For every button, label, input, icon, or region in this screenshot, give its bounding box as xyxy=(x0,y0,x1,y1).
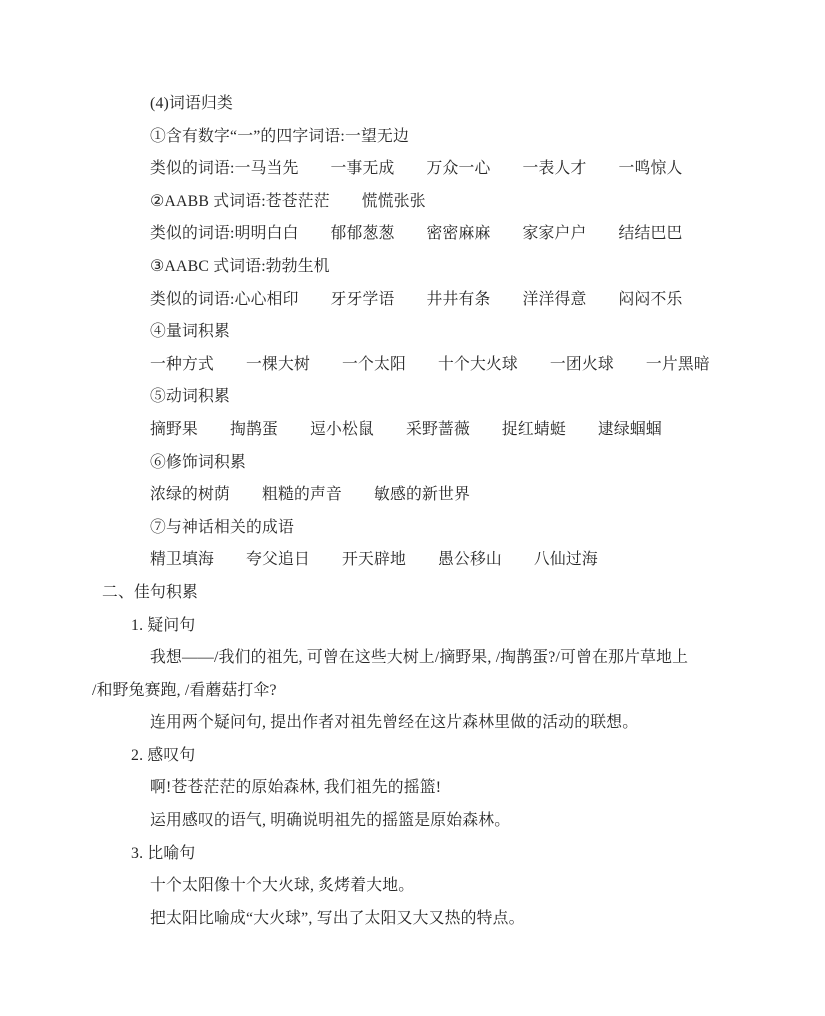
section-heading-good-sentences: 二、佳句积累 xyxy=(102,583,198,601)
doc-line-number-one-idioms: ①含有数字“一”的四字词语:一望无边 xyxy=(150,127,409,145)
doc-line-verbs-heading: ⑤动词积累 xyxy=(150,388,230,406)
doc-line-question-sentence-2: /和野兔赛跑, /看蘑菇打伞? xyxy=(92,681,277,699)
doc-line-similar-words-2: 类似的词语:明明白白 郁郁葱葱 密密麻麻 家家户户 结结巴巴 xyxy=(150,225,683,243)
doc-line-metaphor-analysis: 把太阳比喻成“大火球”, 写出了太阳又大又热的特点。 xyxy=(150,909,525,927)
doc-line-metaphor-sentence: 十个太阳像十个大火球, 炙烤着大地。 xyxy=(150,877,415,895)
doc-line-question-sentence-1: 我想——/我们的祖先, 可曾在这些大树上/摘野果, /掏鹊蛋?/可曾在那片草地上 xyxy=(150,649,689,667)
doc-line-modifiers-list: 浓绿的树荫 粗糙的声音 敏感的新世界 xyxy=(150,486,470,504)
doc-line-myth-idioms-list: 精卫填海 夸父追日 开天辟地 愚公移山 八仙过海 xyxy=(150,551,598,569)
doc-line-verbs-list: 摘野果 掏鹊蛋 逗小松鼠 采野蔷薇 捉红蜻蜓 逮绿蝈蝈 xyxy=(150,420,662,438)
subsection-heading-question: 1. 疑问句 xyxy=(131,616,196,634)
doc-line-myth-idioms-heading: ⑦与神话相关的成语 xyxy=(150,518,294,536)
doc-line-exclamation-sentence: 啊!苍苍茫茫的原始森林, 我们祖先的摇篮! xyxy=(150,779,442,797)
subsection-heading-exclamation: 2. 感叹句 xyxy=(131,746,196,764)
doc-line-word-categories-heading: (4)词语归类 xyxy=(150,95,234,112)
subsection-heading-metaphor: 3. 比喻句 xyxy=(131,844,196,862)
doc-line-exclamation-analysis: 运用感叹的语气, 明确说明祖先的摇篮是原始森林。 xyxy=(150,812,511,830)
doc-line-measure-words-heading: ④量词积累 xyxy=(150,323,230,341)
doc-line-question-analysis: 连用两个疑问句, 提出作者对祖先曾经在这片森林里做的活动的联想。 xyxy=(150,714,639,732)
doc-line-similar-words-1: 类似的词语:一马当先 一事无成 万众一心 一表人才 一鸣惊人 xyxy=(150,160,683,178)
document-text-block xyxy=(92,88,740,935)
doc-line-measure-words-list: 一种方式 一棵大树 一个太阳 十个大火球 一团火球 一片黑暗 xyxy=(150,355,710,373)
doc-line-aabc-words: ③AABC 式词语:勃勃生机 xyxy=(150,257,330,275)
doc-line-aabb-words: ②AABB 式词语:苍苍茫茫 慌慌张张 xyxy=(150,192,426,210)
doc-line-similar-words-3: 类似的词语:心心相印 牙牙学语 井井有条 洋洋得意 闷闷不乐 xyxy=(150,290,683,308)
doc-line-modifiers-heading: ⑥修饰词积累 xyxy=(150,453,246,471)
